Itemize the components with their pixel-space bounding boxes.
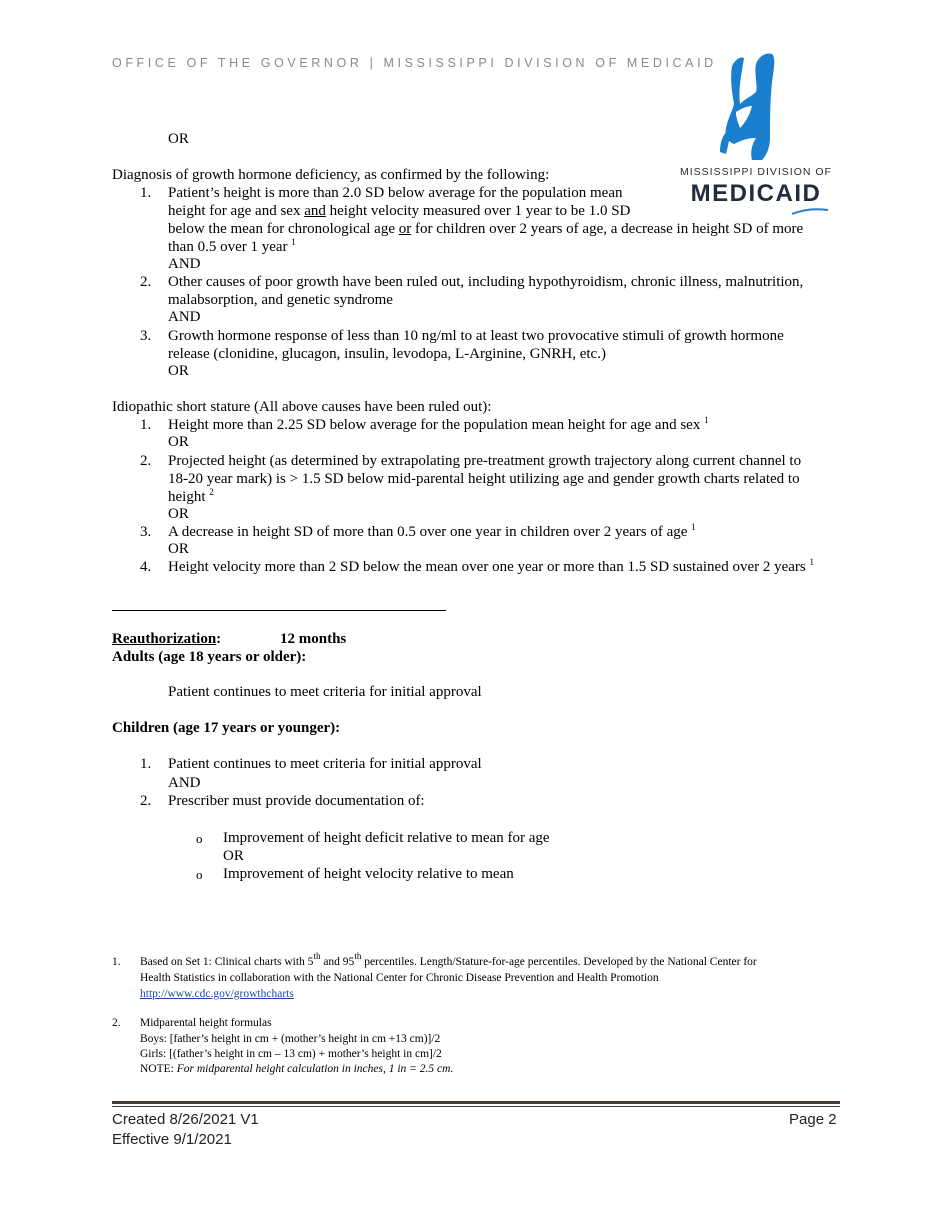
bullet-1-conj: OR (223, 848, 244, 864)
adults-heading: Adults (age 18 years or older): (112, 649, 307, 665)
ghd-item3-line1: Growth hormone response of less than 10 ng/ml to at least two provocative stimuli of growth hormone (168, 328, 784, 344)
footer-rule-thick (112, 1101, 840, 1104)
footer-effective: Effective 9/1/2021 (112, 1131, 232, 1148)
ghd-item1-number: 1. (140, 185, 152, 201)
footer-rule-thin (112, 1106, 840, 1107)
footnote-1-line2: Health Statistics in collaboration with the National Center for Chronic Disease Prevention and Health Promotion (140, 972, 659, 984)
children-item1-conj: AND (168, 775, 201, 791)
footer-created: Created 8/26/2021 V1 (112, 1111, 259, 1128)
ghd-item1-line2: height for age and sex and height velocity measured over 1 year to be 1.0 SD (168, 203, 631, 219)
logo-name: MEDICAID (690, 180, 822, 207)
reauth-duration: 12 months (280, 631, 347, 647)
footnote-2-line1: Midparental height formulas (140, 1017, 272, 1029)
footnote-2-line4: NOTE: For midparental height calculation in inches, 1 in = 2.5 cm. (140, 1063, 454, 1075)
bullet-2-marker: o (196, 867, 203, 882)
growthcharts-link[interactable]: http://www.cdc.gov/growthcharts (140, 988, 294, 1000)
bullet-2-text: Improvement of height velocity relative to mean (223, 866, 514, 882)
iss-item4-line1: Height velocity more than 2 SD below the mean over one year or more than 1.5 SD sustained over 2 years $^1$ (168, 557, 814, 575)
page-header: OFFICE OF THE GOVERNOR | MISSISSIPPI DIVISION OF MEDICAID (112, 56, 717, 70)
iss-item2-number: 2. (140, 453, 152, 469)
ghd-item3-line2: release (clonidine, glucagon, insulin, levodopa, L-Arginine, GNRH, etc.) (168, 346, 606, 362)
children-item1-text: Patient continues to meet criteria for initial approval (168, 756, 482, 772)
bullet-1-text: Improvement of height deficit relative to mean for age (223, 830, 550, 846)
adults-text: Patient continues to meet criteria for initial approval (168, 684, 482, 700)
iss-item1-number: 1. (140, 417, 152, 433)
iss-item1-line1: Height more than 2.25 SD below average for the population mean height for age and sex $^1$ (168, 415, 709, 433)
iss-item3-number: 3. (140, 524, 152, 540)
iss-item3-line1: A decrease in height SD of more than 0.5 over one year in children over 2 years of age $^1$ (168, 522, 696, 540)
children-item2-number: 2. (140, 793, 152, 809)
iss-item2-line3: height $^2$ (168, 487, 214, 505)
iss-item1-conj: OR (168, 434, 189, 450)
section-divider (112, 610, 446, 611)
bullet-1-marker: o (196, 831, 203, 846)
ghd-item3-number: 3. (140, 328, 152, 344)
ghd-item2-line1: Other causes of poor growth have been ruled out, including hypothyroidism, chronic illness, malnutrition, (168, 274, 804, 290)
reauth-label: Reauthorization: (112, 631, 222, 647)
footnote-1-line1: Based on Set 1: Clinical charts with 5th and 95th percentiles. Length/Stature-for-age percentiles. Developed by the National Center for (140, 951, 757, 968)
ghd-item1-conj: AND (168, 256, 201, 272)
iss-intro: Idiopathic short stature (All above causes have been ruled out): (112, 399, 492, 415)
children-heading: Children (age 17 years or younger): (112, 720, 341, 736)
logo-subtitle: MISSISSIPPI DIVISION OF (680, 166, 832, 178)
iss-item3-conj: OR (168, 541, 189, 557)
ghd-item1-line1: Patient’s height is more than 2.0 SD below average for the population mean (168, 185, 623, 201)
iss-item2-line1: Projected height (as determined by extrapolating pre-treatment growth trajectory along current channel to (168, 453, 802, 469)
ghd-item2-conj: AND (168, 309, 201, 325)
footer-page-number: Page 2 (789, 1111, 837, 1128)
ghd-item3-conj: OR (168, 363, 189, 379)
ghd-item1-line3: below the mean for chronological age or for children over 2 years of age, a decrease in height SD of more (168, 221, 804, 237)
footnote-2-number: 2. (112, 1017, 121, 1029)
ghd-item2-line2: malabsorption, and genetic syndrome (168, 292, 393, 308)
children-item2-text: Prescriber must provide documentation of: (168, 793, 425, 809)
iss-item2-conj: OR (168, 506, 189, 522)
top-or: OR (168, 131, 189, 147)
footnote-2-line2: Boys: [father’s height in cm + (mother’s height in cm +13 cm)]/2 (140, 1033, 441, 1045)
footnote-1-number: 1. (112, 956, 121, 968)
ghd-item2-number: 2. (140, 274, 152, 290)
children-item1-number: 1. (140, 756, 152, 772)
ghd-item1-line4: than 0.5 over 1 year $^1$ (168, 237, 296, 255)
footnote-2-line3: Girls: [(father’s height in cm – 13 cm) + mother’s height in cm]/2 (140, 1048, 442, 1060)
ghd-intro: Diagnosis of growth hormone deficiency, as confirmed by the following: (112, 167, 550, 183)
iss-item4-number: 4. (140, 559, 152, 575)
iss-item2-line2: 18-20 year mark) is > 1.5 SD below mid-parental height utilizing age and gender growth charts related to (168, 471, 800, 487)
